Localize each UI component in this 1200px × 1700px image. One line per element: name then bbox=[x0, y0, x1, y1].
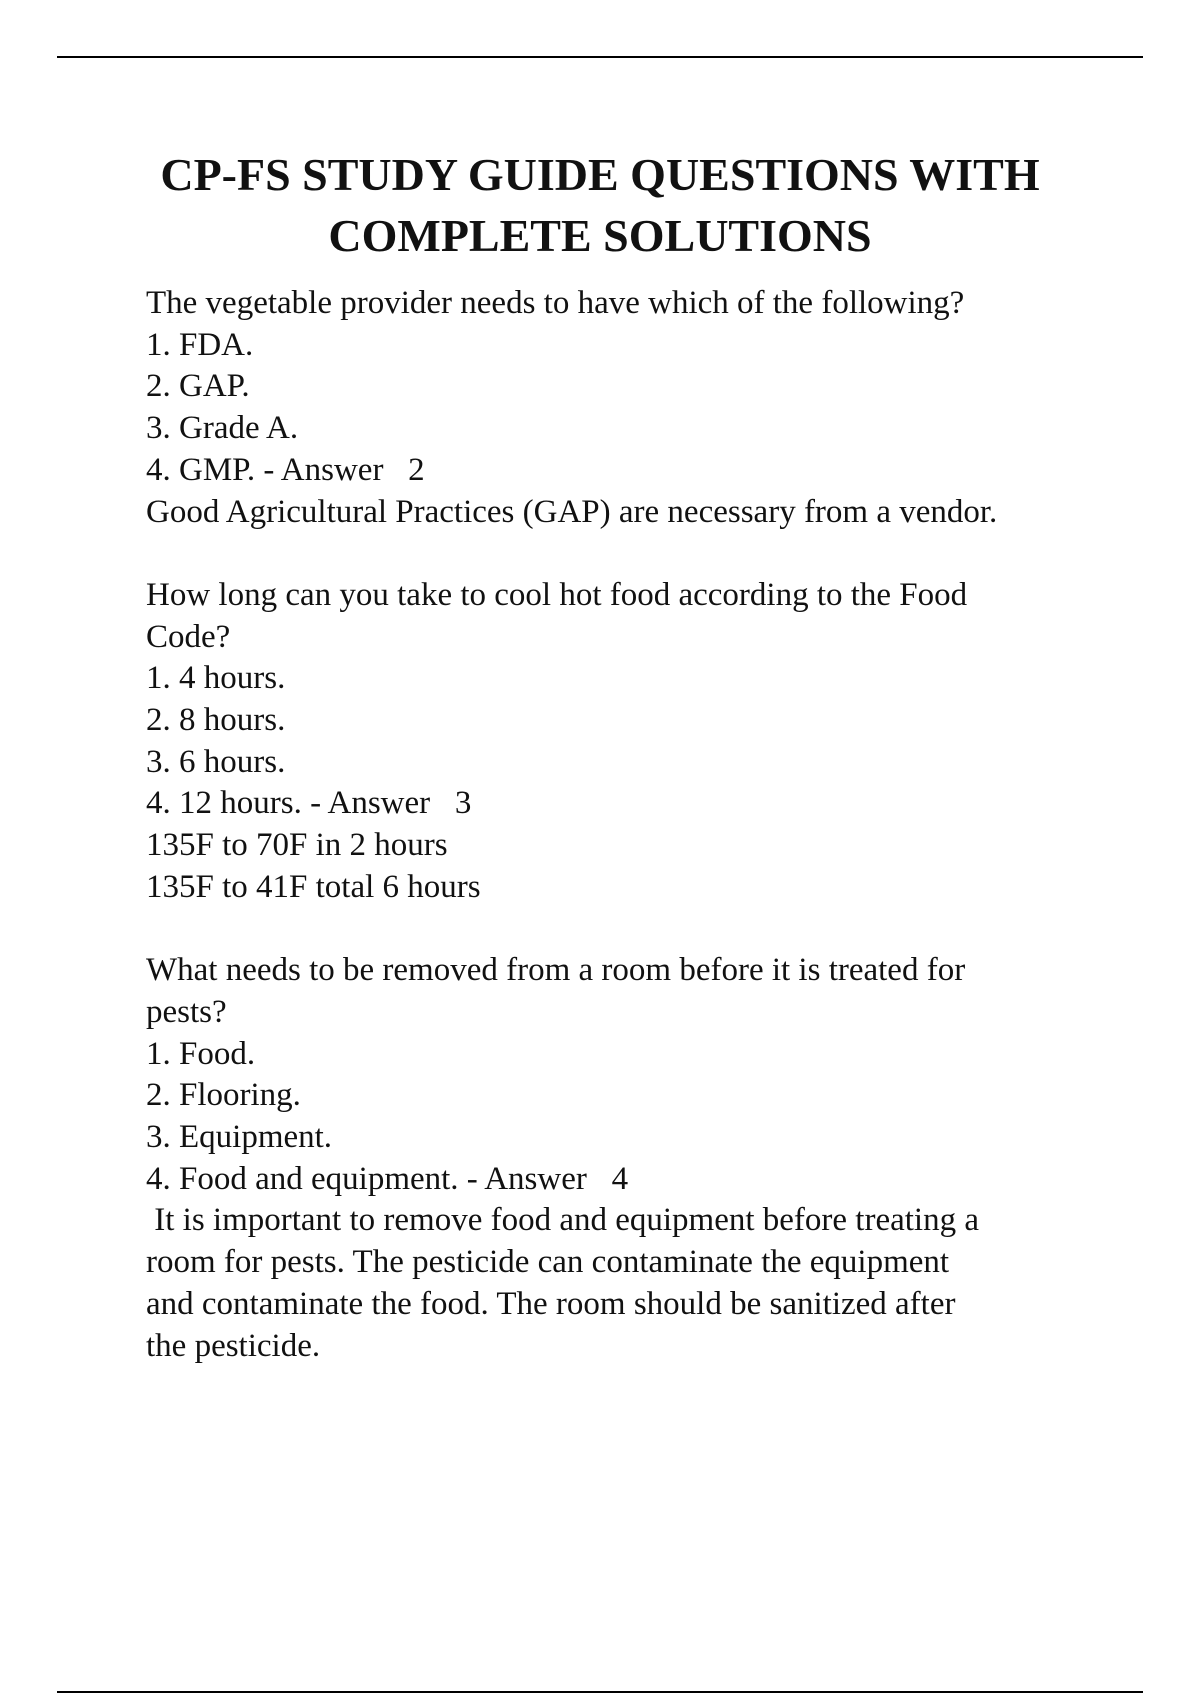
answer-option-with-answer: 4. 12 hours. - Answer 3 bbox=[146, 785, 472, 822]
answer-option: 1. Food. bbox=[146, 1035, 256, 1072]
explanation-text: the pesticide. bbox=[146, 1327, 321, 1364]
question-text: The vegetable provider needs to have which of the following? bbox=[146, 285, 965, 321]
answer-option-with-answer: 4. Food and equipment. - Answer 4 bbox=[146, 1160, 629, 1197]
paragraph-gap bbox=[146, 909, 1106, 951]
answer-option-with-answer: 4. GMP. - Answer 2 bbox=[146, 451, 425, 488]
answer-option: 3. 6 hours. bbox=[146, 743, 286, 780]
question-block-1 bbox=[146, 283, 1106, 533]
question-text: Code? bbox=[146, 618, 231, 655]
explanation-text: and contaminate the food. The room should be sanitized after bbox=[146, 1285, 956, 1322]
answer-option: 2. GAP. bbox=[146, 368, 250, 405]
title-line-1: CP-FS STUDY GUIDE QUESTIONS WITH bbox=[160, 149, 1040, 200]
page-title bbox=[100, 144, 1100, 266]
answer-option: 3. Grade A. bbox=[146, 410, 299, 447]
question-block-2 bbox=[146, 575, 1106, 909]
explanation-text: 135F to 70F in 2 hours bbox=[146, 827, 448, 864]
answer-option: 3. Equipment. bbox=[146, 1119, 333, 1156]
explanation-text: It is important to remove food and equipment before treating a bbox=[146, 1202, 979, 1239]
question-block-3 bbox=[146, 950, 1106, 1367]
answer-option: 1. FDA. bbox=[146, 326, 254, 363]
paragraph-gap bbox=[146, 533, 1106, 575]
answer-option: 2. 8 hours. bbox=[146, 702, 286, 739]
answer-option: 2. Flooring. bbox=[146, 1077, 301, 1114]
question-text: How long can you take to cool hot food according to the Food bbox=[146, 576, 968, 613]
top-rule bbox=[57, 56, 1143, 58]
question-text: pests? bbox=[146, 993, 227, 1030]
question-text: What needs to be removed from a room before it is treated for bbox=[146, 952, 966, 989]
explanation-text: room for pests. The pesticide can contaminate the equipment bbox=[146, 1244, 950, 1281]
explanation-text: Good Agricultural Practices (GAP) are necessary from a vendor. bbox=[146, 493, 998, 530]
answer-option: 1. 4 hours. bbox=[146, 660, 286, 697]
document-body bbox=[146, 283, 1106, 1367]
title-line-2: COMPLETE SOLUTIONS bbox=[328, 210, 872, 261]
explanation-text: 135F to 41F total 6 hours bbox=[146, 868, 481, 905]
bottom-rule bbox=[57, 1691, 1143, 1693]
